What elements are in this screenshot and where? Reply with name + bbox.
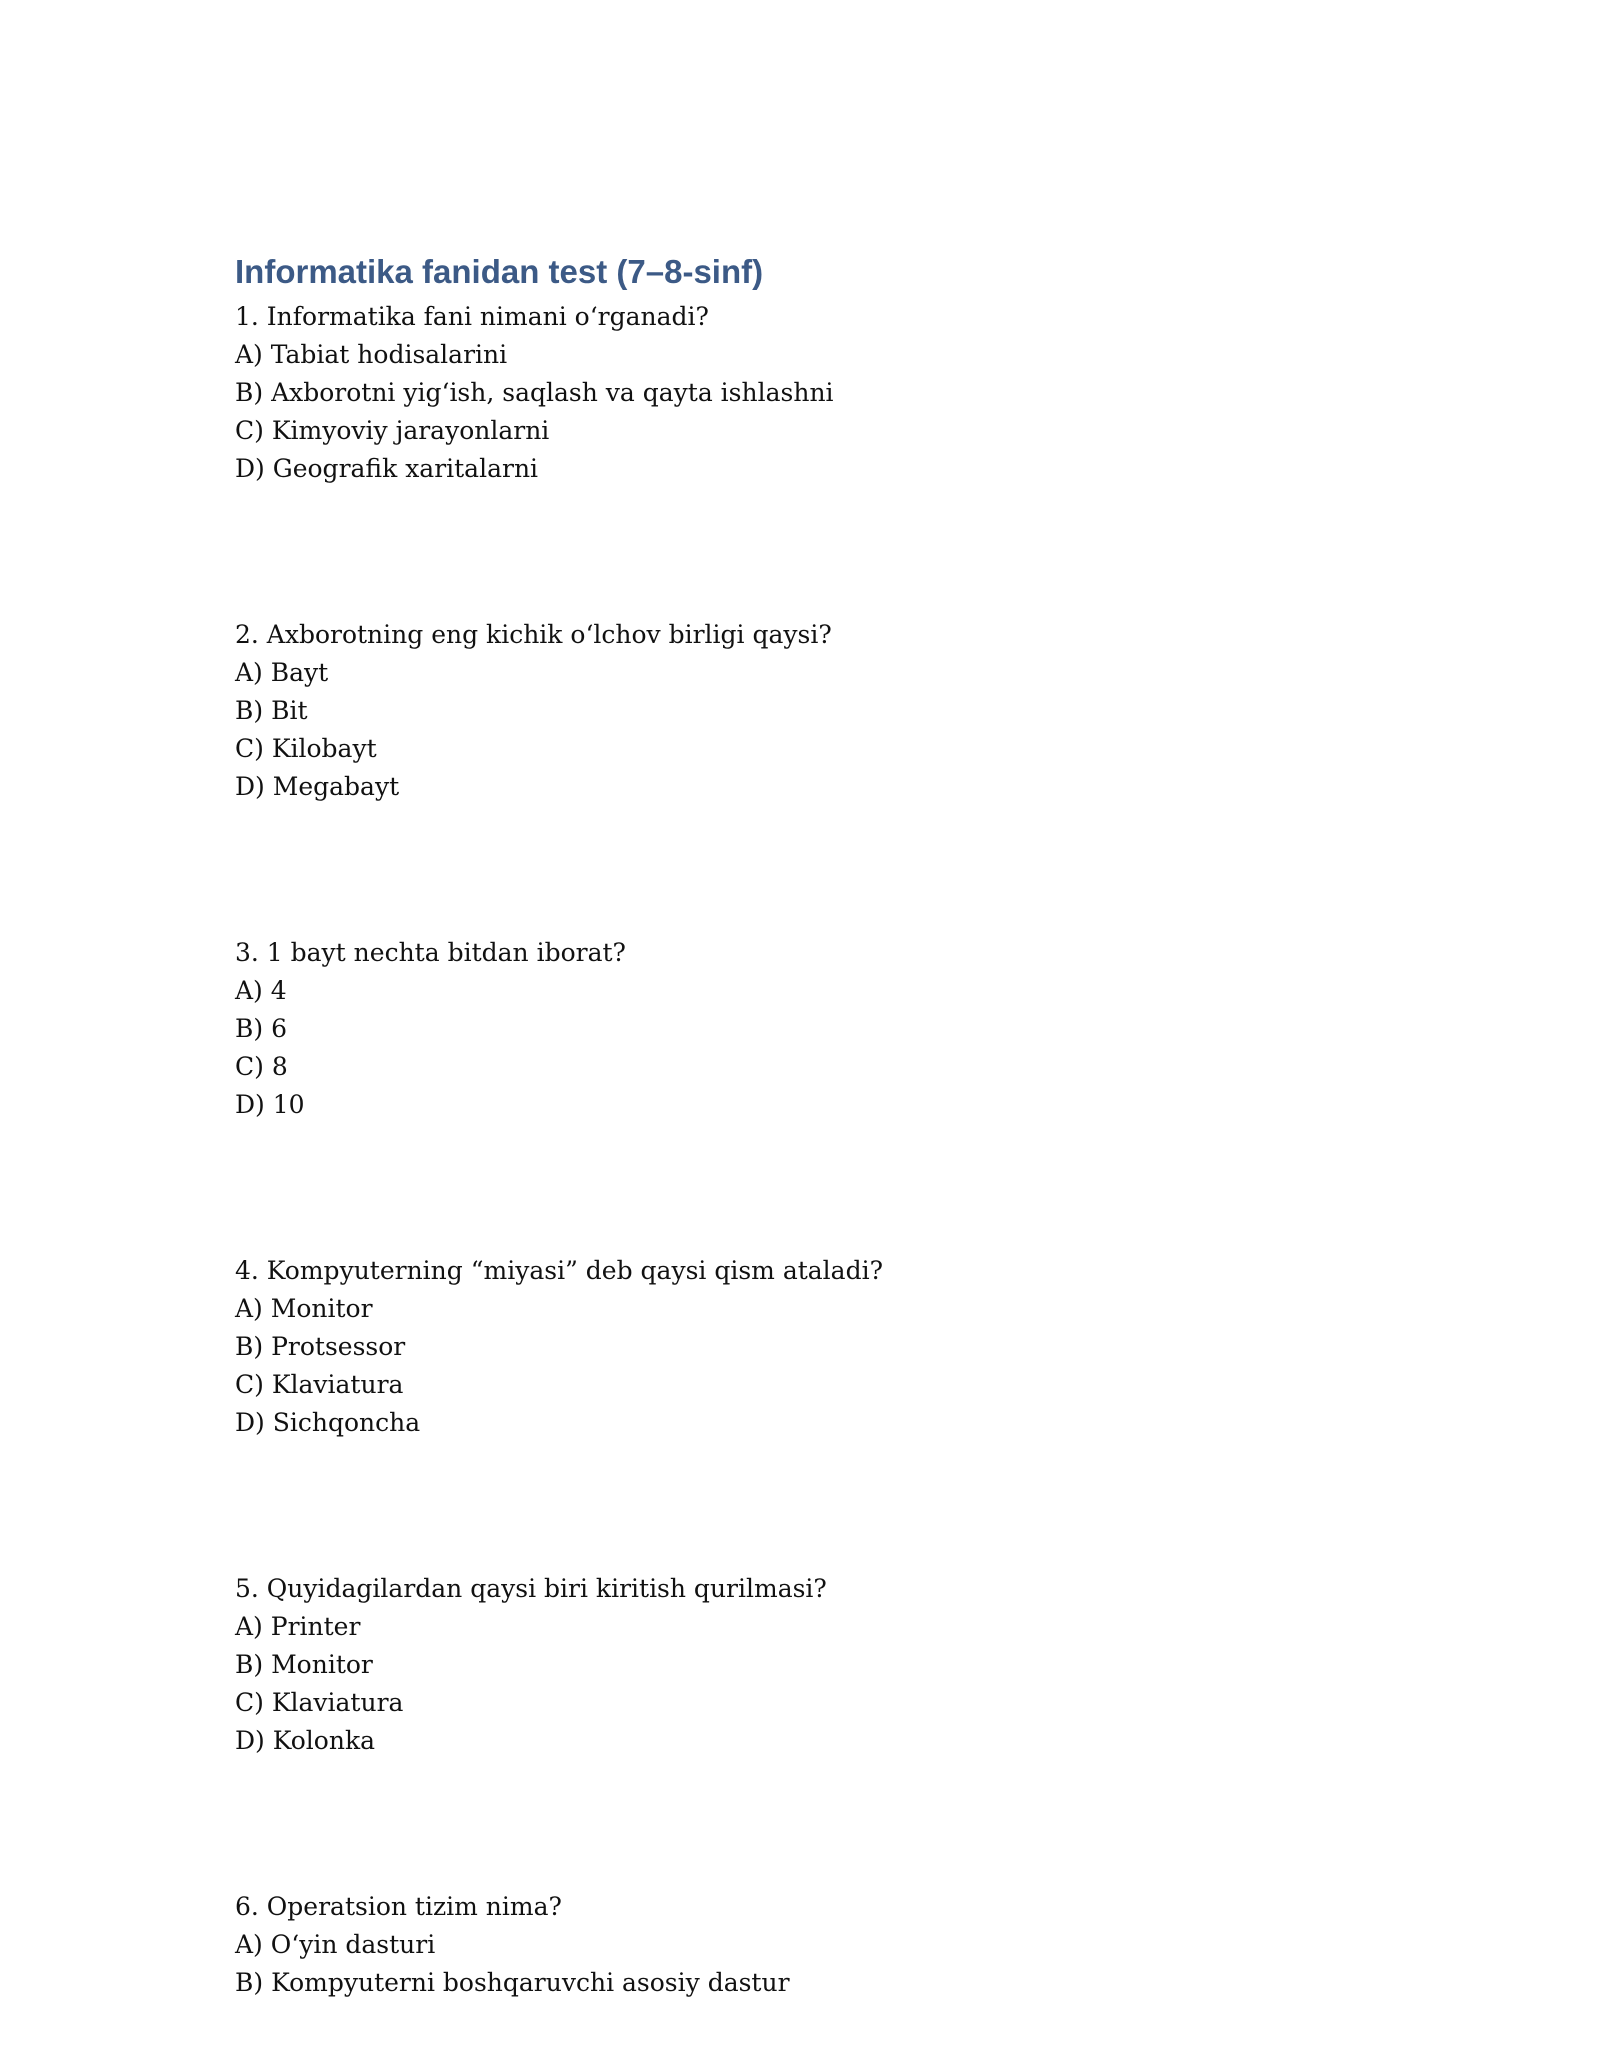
- answer-option: A) Printer: [235, 1612, 361, 1641]
- question-4: [235, 1252, 1365, 1442]
- answer-option: C) 8: [235, 1052, 288, 1081]
- answer-option: B) Bit: [235, 696, 308, 725]
- answer-option: B) Protsessor: [235, 1332, 406, 1361]
- answer-option: A) 4: [235, 976, 287, 1005]
- answer-option: B) Axborotni yig‘ish, saqlash va qayta ishlashni: [235, 378, 834, 407]
- answer-option: D) Sichqoncha: [235, 1408, 421, 1437]
- answer-option: D) Geografik xaritalarni: [235, 454, 539, 483]
- answer-option: B) Kompyuterni boshqaruvchi asosiy dastur: [235, 1968, 790, 1997]
- question-text: 1. Informatika fani nimani o‘rganadi?: [235, 302, 709, 331]
- question-text: 6. Operatsion tizim nima?: [235, 1892, 562, 1921]
- answer-option: B) Monitor: [235, 1650, 373, 1679]
- answer-option: A) Bayt: [235, 658, 329, 687]
- answer-option: C) Kimyoviy jarayonlarni: [235, 416, 550, 445]
- question-2: [235, 616, 1365, 806]
- question-3: [235, 934, 1365, 1124]
- answer-option: C) Klaviatura: [235, 1688, 404, 1717]
- document-title: Informatika fanidan test (7–8-sinf): [235, 253, 764, 290]
- answer-option: D) 10: [235, 1090, 305, 1119]
- document-content: [235, 248, 1365, 2002]
- answer-option: A) O‘yin dasturi: [235, 1930, 436, 1959]
- answer-option: D) Kolonka: [235, 1726, 376, 1755]
- answer-option: C) Klaviatura: [235, 1370, 404, 1399]
- answer-option: C) Kilobayt: [235, 734, 377, 763]
- question-5: [235, 1570, 1365, 1760]
- answer-option: B) 6: [235, 1014, 287, 1043]
- answer-option: D) Megabayt: [235, 772, 400, 801]
- question-text: 4. Kompyuterning “miyasi” deb qaysi qism ataladi?: [235, 1256, 883, 1285]
- question-6: [235, 1888, 1365, 2002]
- answer-option: A) Monitor: [235, 1294, 373, 1323]
- question-text: 3. 1 bayt nechta bitdan iborat?: [235, 938, 626, 967]
- answer-option: A) Tabiat hodisalarini: [235, 340, 508, 369]
- question-text: 5. Quyidagilardan qaysi biri kiritish qurilmasi?: [235, 1574, 827, 1603]
- question-1: [235, 298, 1365, 488]
- question-text: 2. Axborotning eng kichik o‘lchov birligi qaysi?: [235, 620, 832, 649]
